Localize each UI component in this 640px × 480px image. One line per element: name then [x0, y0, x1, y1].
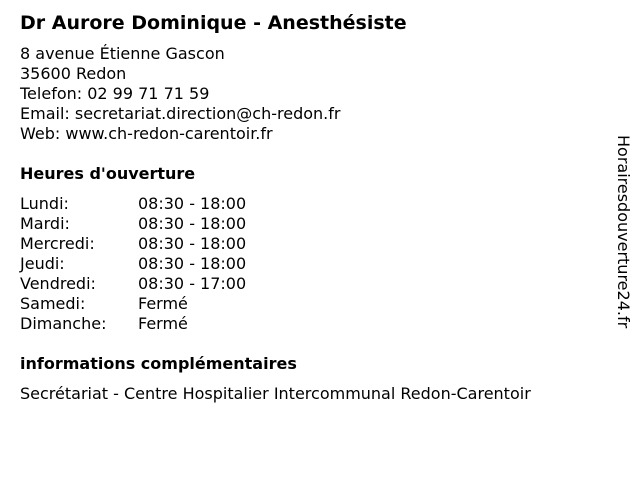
- address-street: 8 avenue Étienne Gascon: [20, 44, 225, 63]
- hours-row-monday: [20, 194, 246, 214]
- email-line: Email: secretariat.direction@ch-redon.fr: [20, 104, 341, 123]
- hours-day: Dimanche:: [20, 314, 107, 333]
- web-line: Web: www.ch-redon-carentoir.fr: [20, 124, 273, 143]
- hours-time: Fermé: [138, 314, 188, 333]
- hours-day: Jeudi:: [20, 254, 65, 273]
- phone-line: Telefon: 02 99 71 71 59: [20, 84, 210, 103]
- hours-table: [20, 194, 246, 334]
- hours-time: 08:30 - 18:00: [138, 214, 247, 233]
- hours-day: Mercredi:: [20, 234, 95, 253]
- hours-time: Fermé: [138, 294, 188, 313]
- hours-row-saturday: [20, 294, 246, 314]
- hours-time: 08:30 - 17:00: [138, 274, 247, 293]
- hours-day: Vendredi:: [20, 274, 96, 293]
- hours-row-sunday: [20, 314, 246, 334]
- hours-time: 08:30 - 18:00: [138, 234, 247, 253]
- info-text: Secrétariat - Centre Hospitalier Intercommunal Redon-Carentoir: [20, 384, 531, 403]
- hours-row-thursday: [20, 254, 246, 274]
- page-title: Dr Aurore Dominique - Anesthésiste: [20, 12, 407, 34]
- hours-row-tuesday: [20, 214, 246, 234]
- address-city: 35600 Redon: [20, 64, 127, 83]
- hours-day: Lundi:: [20, 194, 69, 213]
- hours-day: Samedi:: [20, 294, 86, 313]
- hours-time: 08:30 - 18:00: [138, 194, 247, 213]
- address-block: [20, 44, 340, 144]
- hours-time: 08:30 - 18:00: [138, 254, 247, 273]
- hours-row-wednesday: [20, 234, 246, 254]
- hours-day: Mardi:: [20, 214, 70, 233]
- hours-row-friday: [20, 274, 246, 294]
- site-watermark: Horairesdouverture24.fr: [614, 135, 633, 329]
- hours-heading: Heures d'ouverture: [20, 164, 196, 183]
- info-heading: informations complémentaires: [20, 354, 297, 373]
